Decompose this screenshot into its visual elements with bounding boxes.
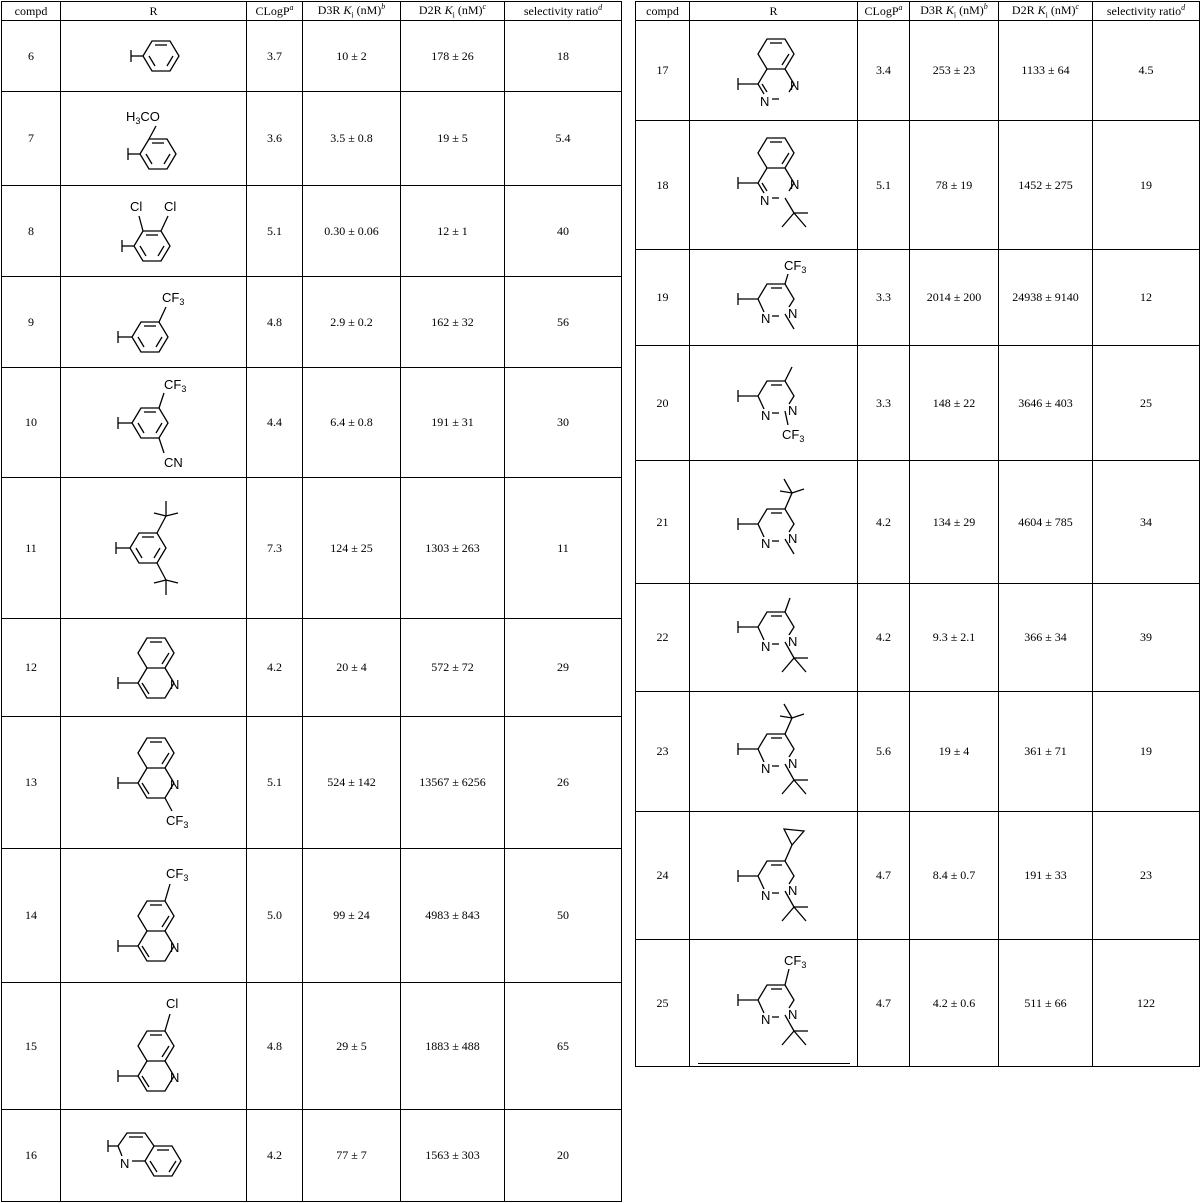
- phenyl-structure: [109, 26, 199, 86]
- compd-id: 20: [636, 346, 690, 461]
- d3r-ki-value: 148 ± 22: [910, 346, 999, 461]
- trifluoromethylphenyl-structure: [104, 282, 204, 362]
- d3r-ki-value: 134 ± 29: [910, 461, 999, 584]
- clogp-value: 3.6: [247, 92, 303, 186]
- d3r-ki-value: 99 ± 24: [303, 849, 401, 983]
- structure-cell: [61, 92, 247, 186]
- nitrogen-label: N: [760, 638, 770, 654]
- table-row: [2, 186, 622, 277]
- clogp-value: 3.7: [247, 21, 303, 92]
- selectivity-value: 4.5: [1093, 21, 1200, 121]
- substituent-label: $CF_3$: [781, 427, 804, 444]
- d3r-ki-value: 78 ± 19: [910, 121, 999, 250]
- compd-id: 15: [2, 983, 61, 1110]
- compd-id: 11: [2, 478, 61, 619]
- nitrogen-label: N: [760, 887, 770, 903]
- selectivity-value: 26: [505, 717, 622, 849]
- nitrogen-label: N: [787, 882, 797, 898]
- d2r-ki-value: 1883 ± 488: [401, 983, 505, 1110]
- table-row: [2, 1110, 622, 1202]
- selectivity-value: 30: [505, 368, 622, 478]
- table-underline: [698, 1063, 850, 1064]
- d2r-ki-value: 511 ± 66: [999, 940, 1093, 1067]
- methyl-tert-butylpyrimidinyl-structure: [724, 588, 824, 688]
- clogp-value: 3.4: [858, 21, 910, 121]
- header-d2r: D2R $K_i$ (nM)$^c$: [999, 2, 1093, 21]
- table-left: [1, 1, 622, 1202]
- nitrogen-label: N: [760, 1012, 770, 1027]
- d3r-ki-value: 253 ± 23: [910, 21, 999, 121]
- compd-id: 13: [2, 717, 61, 849]
- chloroquinolinyl-structure: [104, 988, 204, 1104]
- clogp-value: 5.1: [247, 186, 303, 277]
- structure-cell: [690, 250, 858, 346]
- cyclopropyl-tert-butylpyrimidinyl-structure: [724, 817, 824, 935]
- selectivity-value: 23: [1093, 812, 1200, 940]
- compd-id: 17: [636, 21, 690, 121]
- nitrogen-label: N: [169, 939, 179, 955]
- selectivity-value: 25: [1093, 346, 1200, 461]
- structure-cell: [690, 692, 858, 812]
- table-row: [636, 461, 1200, 584]
- d3r-ki-value: 2.9 ± 0.2: [303, 277, 401, 368]
- d3r-ki-value: 9.3 ± 2.1: [910, 584, 999, 692]
- nitrogen-label: N: [759, 93, 769, 109]
- d2r-ki-value: 162 ± 32: [401, 277, 505, 368]
- table-row: [636, 692, 1200, 812]
- d2r-ki-value: 19 ± 5: [401, 92, 505, 186]
- d3r-ki-value: 4.2 ± 0.6: [910, 940, 999, 1067]
- d3r-ki-value: 8.4 ± 0.7: [910, 812, 999, 940]
- d3r-ki-value: 10 ± 2: [303, 21, 401, 92]
- d3r-ki-value: 77 ± 7: [303, 1110, 401, 1202]
- selectivity-value: 40: [505, 186, 622, 277]
- nitrogen-label: N: [760, 536, 770, 551]
- trifluoromethylpyrimidinyl-structure: [724, 353, 824, 453]
- substituent-label: $CF_3$: [165, 812, 188, 830]
- d2r-ki-value: 3646 ± 403: [999, 346, 1093, 461]
- table-row: [2, 983, 622, 1110]
- table-row: [2, 21, 622, 92]
- nitrogen-label: N: [169, 676, 179, 692]
- clogp-value: 3.3: [858, 250, 910, 346]
- d2r-ki-value: 191 ± 33: [999, 812, 1093, 940]
- table-row: [636, 812, 1200, 940]
- d2r-ki-value: 572 ± 72: [401, 619, 505, 717]
- substituent-label: $CF_3$: [165, 865, 188, 883]
- header-r: R: [61, 2, 247, 21]
- clogp-value: 3.3: [858, 346, 910, 461]
- d2r-ki-value: 12 ± 1: [401, 186, 505, 277]
- clogp-value: 4.2: [247, 1110, 303, 1202]
- table-row: [2, 368, 622, 478]
- selectivity-value: 18: [505, 21, 622, 92]
- clogp-value: 5.1: [247, 717, 303, 849]
- clogp-value: 5.6: [858, 692, 910, 812]
- d2r-ki-value: 1133 ± 64: [999, 21, 1093, 121]
- selectivity-value: 19: [1093, 121, 1200, 250]
- quinolin-2-yl-structure: [94, 1126, 214, 1186]
- structure-cell: [61, 1110, 247, 1202]
- compd-id: 9: [2, 277, 61, 368]
- compd-id: 18: [636, 121, 690, 250]
- compd-id: 8: [2, 186, 61, 277]
- substituent-label: Cl: [163, 199, 176, 214]
- tert-butylpyrimidinyl-structure: [724, 467, 824, 577]
- structure-cell: [61, 983, 247, 1110]
- substituent-label: $CF_3$: [783, 257, 806, 275]
- header-d3r: D3R $K_i$ (nM)$^b$: [910, 2, 999, 21]
- clogp-value: 4.7: [858, 812, 910, 940]
- d3r-ki-value: 29 ± 5: [303, 983, 401, 1110]
- structure-cell: [61, 277, 247, 368]
- structure-cell: [690, 940, 858, 1067]
- d2r-ki-value: 1303 ± 263: [401, 478, 505, 619]
- table-row: [636, 250, 1200, 346]
- structure-cell: [690, 812, 858, 940]
- table-row: [636, 21, 1200, 121]
- nitrogen-label: N: [789, 77, 799, 93]
- structure-cell: [61, 186, 247, 277]
- clogp-value: 5.1: [858, 121, 910, 250]
- structure-cell: [690, 121, 858, 250]
- compd-id: 23: [636, 692, 690, 812]
- substituent-label: $CF_3$: [161, 290, 184, 307]
- clogp-value: 4.2: [858, 584, 910, 692]
- structure-cell: [61, 368, 247, 478]
- trifluoromethyl-cyanophenyl-structure: [104, 373, 204, 473]
- compd-id: 16: [2, 1110, 61, 1202]
- structure-cell: [690, 584, 858, 692]
- table-row: [2, 92, 622, 186]
- dichlorophenyl-structure: [104, 191, 204, 271]
- selectivity-value: 56: [505, 277, 622, 368]
- selectivity-value: 20: [505, 1110, 622, 1202]
- compd-id: 10: [2, 368, 61, 478]
- d2r-ki-value: 13567 ± 6256: [401, 717, 505, 849]
- d3r-ki-value: 20 ± 4: [303, 619, 401, 717]
- structure-cell: [690, 346, 858, 461]
- trifluoromethylquinolinyl-structure: [104, 856, 204, 976]
- d2r-ki-value: 1452 ± 275: [999, 121, 1093, 250]
- d3r-ki-value: 3.5 ± 0.8: [303, 92, 401, 186]
- table-row: [636, 121, 1200, 250]
- header-compd: compd: [636, 2, 690, 21]
- compd-id: 24: [636, 812, 690, 940]
- selectivity-value: 11: [505, 478, 622, 619]
- quinazolinyl-structure: [724, 26, 824, 116]
- d2r-ki-value: 4983 ± 843: [401, 849, 505, 983]
- nitrogen-label: N: [760, 760, 770, 776]
- clogp-value: 7.3: [247, 478, 303, 619]
- structure-cell: [61, 619, 247, 717]
- clogp-value: 4.2: [247, 619, 303, 717]
- nitrogen-label: N: [787, 1007, 797, 1022]
- compd-id: 7: [2, 92, 61, 186]
- clogp-value: 4.2: [858, 461, 910, 584]
- table-right: [635, 1, 1200, 1067]
- substituent-label: Cl: [165, 996, 178, 1011]
- header-d3r: D3R $K_i$ (nM)$^b$: [303, 2, 401, 21]
- d2r-ki-value: 1563 ± 303: [401, 1110, 505, 1202]
- clogp-value: 4.8: [247, 983, 303, 1110]
- d2r-ki-value: 24938 ± 9140: [999, 250, 1093, 346]
- nitrogen-label: N: [119, 1155, 129, 1171]
- d3r-ki-value: 0.30 ± 0.06: [303, 186, 401, 277]
- methoxyphenyl-structure: [104, 99, 204, 179]
- clogp-value: 4.8: [247, 277, 303, 368]
- table-row: [636, 584, 1200, 692]
- d2r-ki-value: 366 ± 34: [999, 584, 1093, 692]
- nitrogen-label: N: [787, 531, 797, 546]
- structure-cell: [61, 849, 247, 983]
- selectivity-value: 39: [1093, 584, 1200, 692]
- selectivity-value: 34: [1093, 461, 1200, 584]
- header-selectivity: selectivity ratio$^d$: [505, 2, 622, 21]
- header-r: R: [690, 2, 858, 21]
- nitrogen-label: N: [759, 193, 769, 208]
- clogp-value: 5.0: [247, 849, 303, 983]
- di-tert-butylphenyl-structure: [104, 483, 204, 613]
- d2r-ki-value: 4604 ± 785: [999, 461, 1093, 584]
- nitrogen-label: N: [760, 408, 770, 423]
- header-row: [636, 2, 1200, 21]
- quinolinyl-structure: [104, 625, 204, 711]
- nitrogen-label: N: [169, 1070, 179, 1085]
- header-d2r: D2R $K_i$ (nM)$^c$: [401, 2, 505, 21]
- selectivity-value: 12: [1093, 250, 1200, 346]
- header-row: [2, 2, 622, 21]
- compd-id: 19: [636, 250, 690, 346]
- selectivity-value: 29: [505, 619, 622, 717]
- compd-id: 25: [636, 940, 690, 1067]
- d2r-ki-value: 361 ± 71: [999, 692, 1093, 812]
- clogp-value: 4.7: [858, 940, 910, 1067]
- tert-butylquinazolinyl-structure: [724, 125, 824, 245]
- structure-cell: [61, 717, 247, 849]
- trifluoromethyl-tert-butylpyrimidinyl-structure: [724, 945, 824, 1061]
- nitrogen-label: N: [787, 633, 797, 649]
- d3r-ki-value: 124 ± 25: [303, 478, 401, 619]
- selectivity-value: 122: [1093, 940, 1200, 1067]
- substituent-label: $CF_3$: [783, 953, 806, 970]
- trifluoromethylpyrimidinyl-structure: [724, 254, 824, 342]
- trifluoromethylquinolinyl-structure: [104, 725, 204, 841]
- table-row: [2, 277, 622, 368]
- nitrogen-label: N: [787, 305, 797, 321]
- d3r-ki-value: 2014 ± 200: [910, 250, 999, 346]
- header-clogp: CLogP$^a$: [858, 2, 910, 21]
- header-clogp: CLogP$^a$: [247, 2, 303, 21]
- compd-id: 14: [2, 849, 61, 983]
- nitrogen-label: N: [787, 755, 797, 771]
- substituent-label: $CF_3$: [163, 376, 186, 394]
- selectivity-value: 19: [1093, 692, 1200, 812]
- compd-id: 21: [636, 461, 690, 584]
- structure-cell: [61, 478, 247, 619]
- d3r-ki-value: 6.4 ± 0.8: [303, 368, 401, 478]
- compd-id: 22: [636, 584, 690, 692]
- structure-cell: [690, 461, 858, 584]
- header-compd: compd: [2, 2, 61, 21]
- structure-cell: [690, 21, 858, 121]
- selectivity-value: 65: [505, 983, 622, 1110]
- table-row: [2, 717, 622, 849]
- selectivity-value: 5.4: [505, 92, 622, 186]
- header-selectivity: selectivity ratio$^d$: [1093, 2, 1200, 21]
- nitrogen-label: N: [787, 403, 797, 418]
- compd-id: 6: [2, 21, 61, 92]
- di-tert-butylpyrimidinyl-structure: [724, 696, 824, 808]
- nitrogen-label: N: [760, 310, 770, 326]
- substituent-label: $H_3CO$: [125, 108, 160, 126]
- substituent-label: Cl: [129, 199, 142, 214]
- table-row: [2, 619, 622, 717]
- compd-id: 12: [2, 619, 61, 717]
- d3r-ki-value: 19 ± 4: [910, 692, 999, 812]
- clogp-value: 4.4: [247, 368, 303, 478]
- table-row: [636, 346, 1200, 461]
- d2r-ki-value: 178 ± 26: [401, 21, 505, 92]
- substituent-label: CN: [163, 454, 183, 470]
- selectivity-value: 50: [505, 849, 622, 983]
- d3r-ki-value: 524 ± 142: [303, 717, 401, 849]
- nitrogen-label: N: [789, 177, 799, 192]
- table-row: [2, 478, 622, 619]
- structure-cell: [61, 21, 247, 92]
- table-row: [2, 849, 622, 983]
- d2r-ki-value: 191 ± 31: [401, 368, 505, 478]
- table-row: [636, 940, 1200, 1067]
- nitrogen-label: N: [169, 776, 179, 792]
